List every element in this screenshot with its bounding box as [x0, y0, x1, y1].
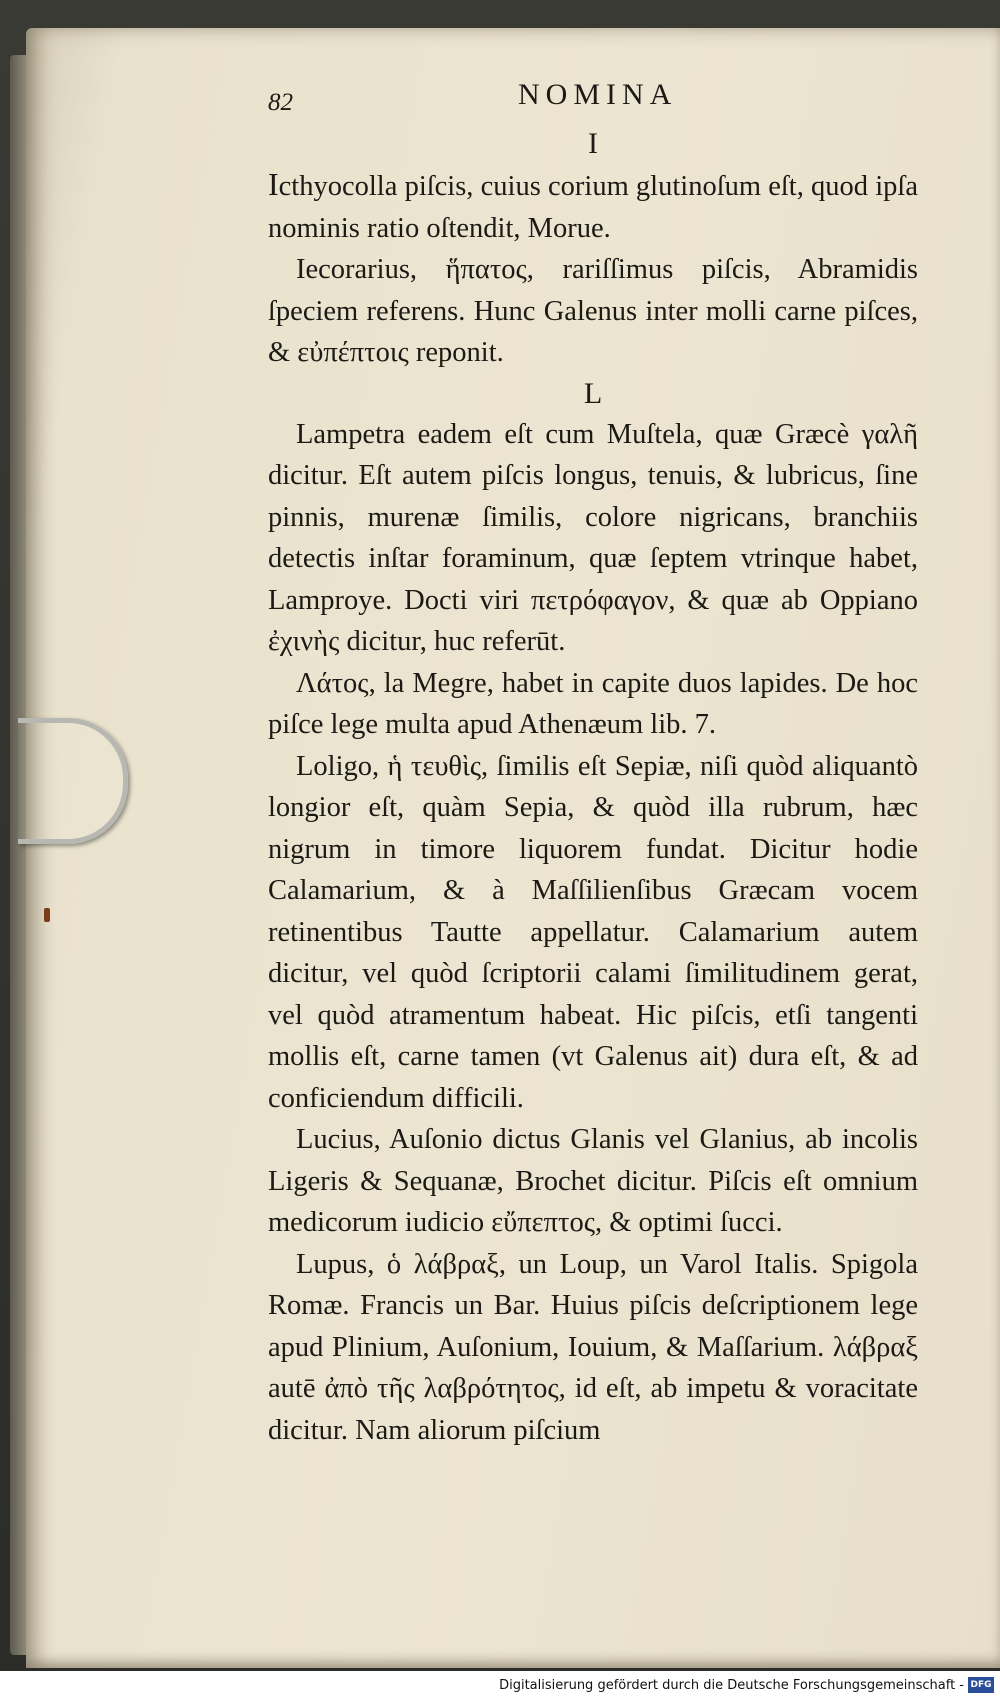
running-head: [268, 70, 918, 124]
entry-lupus: Lupus, ὁ λάβραξ, un Loup, un Varol Italis. Spigola Romæ. Francis un Bar. Huius piſcis deſcriptionem lege apud Plinium, Auſonium, Iouium, & Maſſarium. λάβραξ autē ἀπὸ τῆς λαβρότητος, id eſt, ab impetu & voracitate dicitur. Nam aliorum piſcium: [268, 1248, 918, 1446]
page-number: 82: [268, 89, 293, 116]
page-clip-icon: [18, 718, 128, 844]
page-text: [268, 70, 918, 1451]
entry-ichthyocolla: Icthyocolla piſcis, cuius corium glutinoſum eſt, quod ipſa nominis ratio oſtendit, Morue.: [268, 166, 918, 244]
entry-iecorarius: Iecorarius, ἥπατος, rariſſimus piſcis, Abramidis ſpeciem referens. Hunc Galenus inter molli carne piſces, & εὐπέπτοις reponit.: [268, 254, 918, 368]
entry-latos: Λάτος, la Megre, habet in capite duos lapides. De hoc piſce lege multa apud Athenæum lib. 7.: [268, 667, 918, 740]
entry-loligo: Loligo, ἡ τευθὶς, ſimilis eſt Sepiæ, niſi quòd aliquantò longior eſt, quàm Sepia, & quòd illa rubrum, hæc nigrum in timore liquorem fundat. Dicitur hodie Calamarium, & à Maſſilienſibus Græcam vocem retinentibus Tautte appellatur. Calamarium autem dicitur, vel quòd ſcriptorii calami ſimilitudinem gerat, vel quòd atramentum habeat. Hic piſcis, etſi tangenti mollis eſt, carne tamen (vt Galenus ait) dura eſt, & ad conficiendum difficili.: [268, 750, 918, 1114]
digitization-footer: [0, 1671, 1000, 1701]
dfg-logo: DFG: [968, 1677, 994, 1693]
funding-credit: Digitalisierung gefördert durch die Deutsche Forschungsgemeinschaft -: [499, 1678, 964, 1693]
section-letter-i: I: [588, 127, 598, 160]
entry-lampetra: Lampetra eadem eſt cum Muſtela, quæ Græcè γαλῆ dicitur. Eſt autem piſcis longus, tenuis, & lubricus, ſine pinnis, murenæ ſimilis, colore nigricans, branchiis detectis inſtar foraminum, quæ ſeptem vtrinque habet, Lamproye. Docti viri πετρόφαγον, & quæ ab Oppiano ἐχινὴς dicitur, huc referūt.: [268, 418, 918, 657]
entry-lucius: Lucius, Auſonio dictus Glanis vel Glanius, ab incolis Ligeris & Sequanæ, Brochet dicitur. Piſcis eſt omnium medicorum iudicio εὔπεπτος, & optimi ſucci.: [268, 1124, 918, 1238]
section-letter-l: L: [583, 376, 603, 410]
running-title: NOMINA: [518, 78, 678, 111]
rust-stain: [44, 908, 50, 922]
